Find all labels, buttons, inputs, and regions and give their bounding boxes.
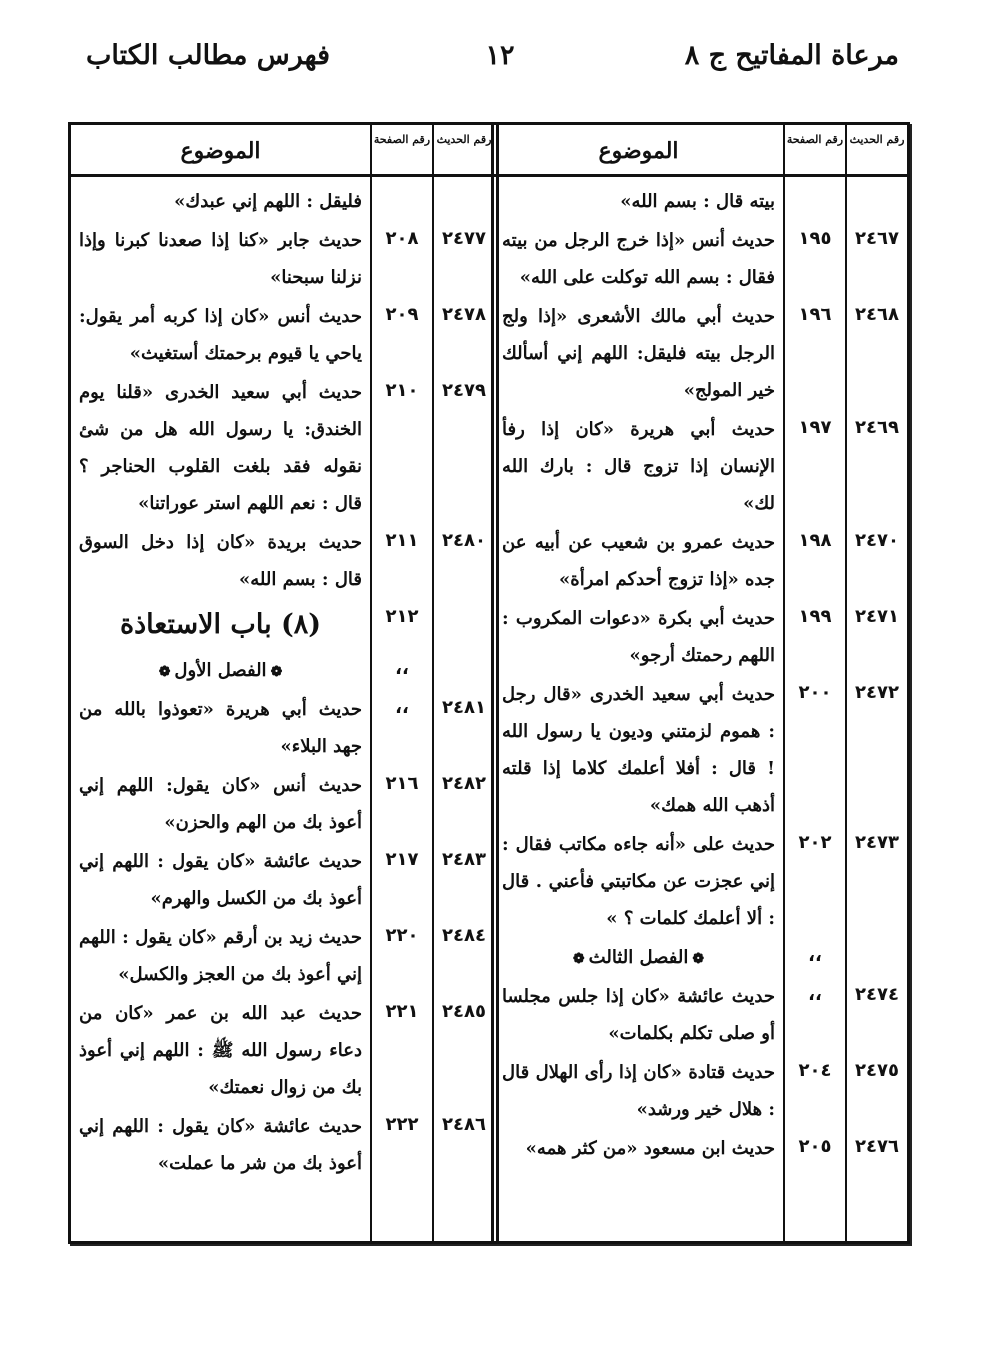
header-hadith-number: رقم الحديث — [434, 125, 494, 177]
topic-text: حديث قتادة «كان إذا رأى الهلال قال : هلال خير ورشد» — [502, 1062, 775, 1120]
page-ref: ١٩٦ — [798, 304, 832, 325]
hadith-number: ٢٤٨٠ — [442, 530, 486, 551]
ornament-icon: ❁ — [572, 951, 585, 967]
index-entry-row — [71, 374, 494, 522]
topic-text: حديث أنس «إذا خرج الرجل من بيته فقال : بسم الله توكلت على الله» — [502, 230, 775, 288]
hadith-number: ٢٤٧٨ — [442, 304, 486, 325]
index-entry-row — [71, 298, 494, 372]
hadith-number: ٢٤٧٢ — [855, 682, 899, 703]
right-column-entries — [494, 183, 907, 1241]
hadith-number: ٢٤٧٩ — [442, 380, 486, 401]
page-ref: ،، — [395, 697, 409, 718]
topic-text — [71, 652, 370, 691]
index-entry-row — [71, 524, 494, 598]
topic-text: حديث بريدة «كان إذا دخل السوق قال : بسم الله» — [79, 532, 362, 590]
topic-text: (٨) باب الاستعاذة — [119, 609, 322, 640]
hadith-number: ٢٤٦٧ — [855, 228, 899, 249]
topic-text: حديث ابن مسعود «من كثر همه» — [525, 1138, 775, 1159]
page-ref: ٢٠٠ — [798, 682, 832, 703]
hadith-number: ٢٤٧١ — [855, 606, 899, 627]
topic-text: فليقل : اللهم إني عبدك» — [174, 191, 362, 212]
index-entry-row — [494, 676, 907, 824]
index-entry-row — [71, 691, 494, 765]
section-heading-row — [494, 939, 907, 976]
page-number: ١٢ — [485, 40, 515, 71]
topic-text: حديث أبي هريرة «تعوذوا بالله من جهد البلاء» — [79, 699, 362, 757]
page-ref: ١٩٧ — [798, 417, 832, 438]
page-ref: ٢٢٠ — [385, 925, 419, 946]
page-ref: ٢٢٢ — [385, 1114, 419, 1135]
topic-text: حديث زيد بن أرقم «كان يقول : اللهم إني أعوذ بك من العجز والكسل» — [79, 927, 362, 985]
page-ref: ٢٠٨ — [385, 228, 419, 249]
topic-text: حديث عائشة «كان يقول : اللهم إني أعوذ بك من شر ما عملت» — [79, 1116, 362, 1174]
header-page-number: رقم الصفحة — [372, 125, 432, 177]
section-heading-row — [71, 652, 494, 689]
hadith-number: ٢٤٨٣ — [442, 849, 486, 870]
page-ref: ٢٠٢ — [798, 832, 832, 853]
index-entry-row — [494, 1130, 907, 1167]
topic-text: حديث أبي سعيد الخدرى «قال رجل : هموم لزمتني وديون يا رسول الله ! قال : أفلا أعلمك كلاما إذا قلته أذهب الله همك» — [502, 684, 775, 816]
index-entry-row — [71, 222, 494, 296]
topic-text: حديث أبي مالك الأشعرى «إذا ولج الرجل بيته فليقل: اللهم إني أسألك خير المولج» — [502, 306, 775, 401]
topic-text: حديث عبد الله بن عمر «كان من دعاء رسول الله ﷺ : اللهم إني أعوذ بك من زوال نعمتك» — [79, 1003, 362, 1098]
index-entry-row — [71, 183, 494, 220]
index-entry-row — [494, 524, 907, 598]
header-hadith-number: رقم الحديث — [847, 125, 907, 177]
hadith-number: ٢٤٦٨ — [855, 304, 899, 325]
index-entry-row — [494, 222, 907, 296]
page-ref: ٢٠٤ — [798, 1060, 832, 1081]
hadith-number: ٢٤٧٧ — [442, 228, 486, 249]
ornament-icon: ❁ — [692, 951, 705, 967]
topic-text: حديث على «أنه جاءه مكاتب فقال : إني عجزت عن مكاتبتي فأعني . قال : ألا أعلمك كلمات ؟ » — [502, 834, 775, 929]
hadith-number: ٢٤٧٤ — [855, 984, 899, 1005]
page-ref: ١٩٨ — [798, 530, 832, 551]
page-ref: ٢٠٩ — [385, 304, 419, 325]
hadith-number: ٢٤٨٦ — [442, 1114, 486, 1135]
header-topic: الموضوع — [494, 125, 783, 177]
index-entry-row — [71, 1108, 494, 1182]
hadith-number: ٢٤٧٠ — [855, 530, 899, 551]
index-entry-row — [494, 826, 907, 937]
running-header-book-title: مرعاة المفاتيح ج ٨ — [684, 40, 899, 71]
running-header-index-title: فهرس مطالب الكتاب — [86, 40, 331, 71]
topic-text: حديث أبي سعيد الخدرى «قلنا يوم الخندق: يا رسول الله هل من شئ نقوله فقد بلغت القلوب الحناجر ؟ قال : نعم اللهم استر عوراتنا» — [79, 382, 362, 514]
topic-text: حديث أبي هريرة «كان إذا رفأ الإنسان إذا تزوج قال : بارك الله لك» — [502, 419, 775, 514]
index-table — [68, 122, 910, 1244]
hadith-number: ٢٤٨٢ — [442, 773, 486, 794]
index-entry-row — [71, 767, 494, 841]
topic-text: حديث أبي بكرة «دعوات المكروب : اللهم رحمتك أرجو» — [502, 608, 775, 666]
page-ref: ،، — [808, 945, 822, 966]
page-ref: ٢٠٥ — [798, 1136, 832, 1157]
section-title: الفصل الأول — [174, 660, 267, 681]
page-ref: ٢١٦ — [385, 773, 419, 794]
page-ref: ١٩٩ — [798, 606, 832, 627]
page-ref: ،، — [808, 984, 822, 1005]
index-entry-row — [71, 995, 494, 1106]
hadith-number: ٢٤٧٦ — [855, 1136, 899, 1157]
page-ref: ،، — [395, 658, 409, 679]
page-ref: ٢١٢ — [385, 606, 419, 627]
left-column-entries — [71, 183, 494, 1241]
index-entry-row — [494, 978, 907, 1052]
hadith-number: ٢٤٨٤ — [442, 925, 486, 946]
hadith-number: ٢٤٨٥ — [442, 1001, 486, 1022]
index-entry-row — [494, 183, 907, 220]
chapter-heading-row — [71, 600, 494, 650]
topic-text: حديث عمرو بن شعيب عن أبيه عن جده «إذا تزوج أحدكم امرأة» — [502, 532, 775, 590]
hadith-number: ٢٤٧٣ — [855, 832, 899, 853]
page-ref: ٢٢١ — [385, 1001, 419, 1022]
topic-text: بيته قال : بسم الله» — [620, 191, 775, 212]
topic-text: حديث عائشة «كان إذا جلس مجلسا أو صلى تكلم بكلمات» — [502, 986, 775, 1044]
topic-text: حديث أنس «كان إذا كربه أمر يقول: ياحي يا قيوم برحمتك أستغيث» — [79, 306, 362, 364]
index-column-left — [71, 125, 494, 1241]
hadith-number: ٢٤٨١ — [442, 697, 486, 718]
page-ref: ٢١٠ — [385, 380, 419, 401]
index-column-right — [494, 125, 907, 1241]
hadith-number: ٢٤٧٥ — [855, 1060, 899, 1081]
topic-text — [494, 939, 783, 978]
page-ref: ٢١١ — [385, 530, 419, 551]
header-page-number: رقم الصفحة — [785, 125, 845, 177]
ornament-icon: ❁ — [270, 664, 283, 680]
index-entry-row — [494, 600, 907, 674]
topic-text: حديث عائشة «كان يقول : اللهم إني أعوذ بك من الكسل والهرم» — [79, 851, 362, 909]
topic-text: حديث جابر «كنا إذا صعدنا كبرنا وإذا نزلنا سبحنا» — [79, 230, 362, 288]
topic-text: حديث أنس «كان يقول: اللهم إني أعوذ بك من الهم والحزن» — [79, 775, 362, 833]
page-ref: ١٩٥ — [798, 228, 832, 249]
index-entry-row — [494, 411, 907, 522]
index-entry-row — [494, 1054, 907, 1128]
hadith-number: ٢٤٦٩ — [855, 417, 899, 438]
header-topic: الموضوع — [71, 125, 370, 177]
page-ref: ٢١٧ — [385, 849, 419, 870]
section-title: الفصل الثالث — [588, 947, 689, 968]
index-entry-row — [71, 843, 494, 917]
index-entry-row — [71, 919, 494, 993]
index-entry-row — [494, 298, 907, 409]
ornament-icon: ❁ — [158, 664, 171, 680]
